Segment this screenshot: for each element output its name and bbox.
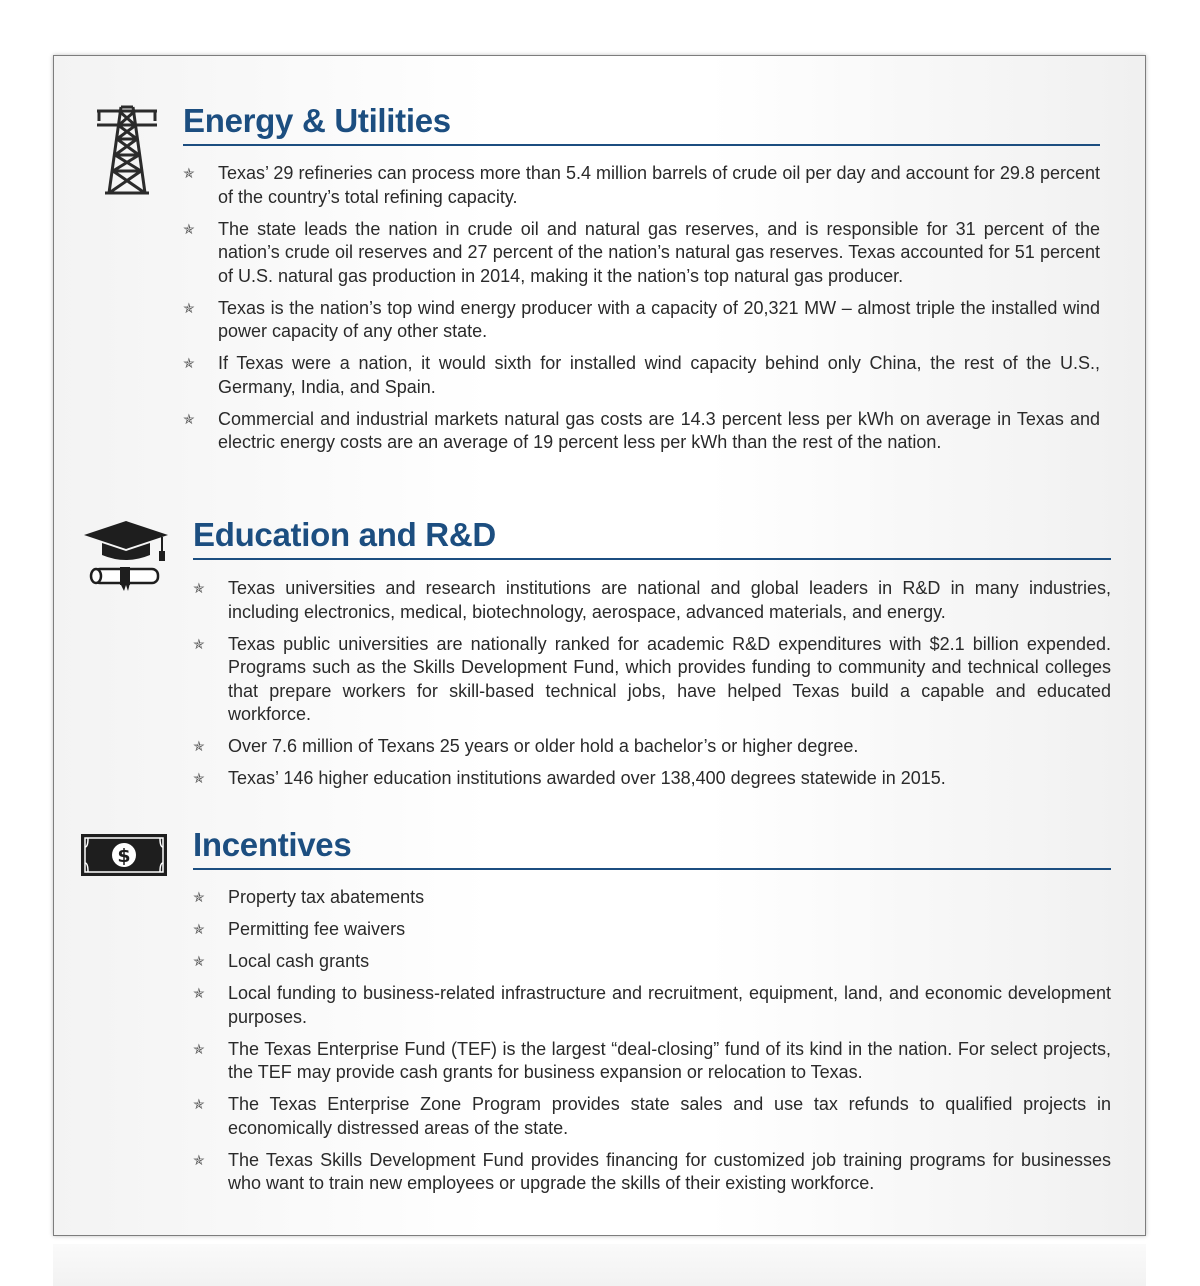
star-bullet-icon: ✯	[193, 953, 205, 969]
power-tower-icon	[95, 105, 159, 197]
list-item-text: The Texas Enterprise Zone Program provides state sales and use tax refunds to qualified projects in economically distressed areas of the state.	[228, 1094, 1111, 1138]
list-item-text: Local cash grants	[228, 951, 370, 971]
star-bullet-icon: ✯	[183, 355, 195, 371]
list-item	[193, 1149, 1111, 1196]
list-item-text: The Texas Skills Development Fund provides financing for customized job training programs for businesses who want to train new employees or upgrade the skills of their existing workforce.	[228, 1149, 1111, 1193]
list-item	[193, 767, 1111, 791]
list-item-text: Texas public universities are nationally ranked for academic R&D expenditures with $2.1 billion expended. Programs such as the Skills Development Fund, which provides funding to community and technical colleges that prepare workers for skill-based technical jobs, have helped Texas build a capable and educated workforce.	[228, 633, 1111, 724]
list-item-text: The state leads the nation in crude oil and natural gas reserves, and is responsible for 31 percent of the nation’s crude oil reserves and 27 percent of the nation’s natural gas reserves. Texas accounted for 51 percent of U.S. natural gas production in 2014, making it the nation’s top natural gas producer.	[218, 218, 1100, 286]
section-heading-incentives: Incentives	[193, 828, 1111, 870]
star-bullet-icon: ✯	[193, 985, 205, 1001]
list-item-text: Texas universities and research institutions are national and global leaders in R&D in many industries, including electronics, medical, biotechnology, aerospace, advanced materials, and energy.	[228, 578, 1111, 622]
list-item-text: Property tax abatements	[228, 887, 425, 907]
star-bullet-icon: ✯	[193, 635, 205, 652]
list-item	[183, 218, 1100, 289]
list-item	[193, 918, 1111, 942]
list-item-text: Texas’ 29 refineries can process more than 5.4 million barrels of crude oil per day and account for 29.8 percent of the country’s total refining capacity.	[218, 163, 1100, 207]
star-bullet-icon: ✯	[183, 299, 195, 316]
list-item	[183, 352, 1100, 399]
list-item	[183, 162, 1100, 209]
list-item	[193, 886, 1111, 910]
list-item	[193, 633, 1111, 727]
list-item	[193, 982, 1111, 1029]
list-item	[183, 408, 1100, 455]
list-item	[193, 950, 1111, 974]
section-heading-education: Education and R&D	[193, 518, 1111, 560]
graduation-cap-icon	[82, 519, 170, 591]
list-item	[193, 1038, 1111, 1085]
incentives-list	[193, 886, 1111, 1204]
star-bullet-icon: ✯	[193, 738, 205, 754]
footer-shade	[53, 1244, 1146, 1286]
list-item-text: Commercial and industrial markets natural gas costs are 14.3 percent less per kWh on average in Texas and electric energy costs are an average of 19 percent less per kWh than the rest of the nation.	[218, 408, 1100, 452]
list-item	[183, 297, 1100, 344]
dollar-bill-icon	[80, 833, 168, 877]
star-bullet-icon: ✯	[193, 921, 205, 937]
svg-text:$: $	[117, 845, 131, 867]
list-item-text: Texas’ 146 higher education institutions awarded over 138,400 degrees statewide in 2015.	[228, 768, 946, 788]
star-bullet-icon: ✯	[193, 1096, 205, 1112]
section-heading-energy: Energy & Utilities	[183, 104, 1100, 146]
energy-list	[183, 162, 1100, 463]
list-item	[193, 735, 1111, 759]
star-bullet-icon: ✯	[193, 1040, 205, 1057]
list-item-text: If Texas were a nation, it would sixth for installed wind capacity behind only China, the rest of the U.S., Germany, India, and Spain.	[218, 353, 1100, 397]
star-bullet-icon: ✯	[183, 165, 195, 181]
education-list	[193, 577, 1111, 799]
list-item-text: Local funding to business-related infrastructure and recruitment, equipment, land, and economic development purposes.	[228, 983, 1111, 1027]
list-item-text: The Texas Enterprise Fund (TEF) is the largest “deal-closing” fund of its kind in the nation. For select projects, the TEF may provide cash grants for business expansion or relocation to Texas.	[228, 1038, 1111, 1082]
list-item-text: Over 7.6 million of Texans 25 years or older hold a bachelor’s or higher degree.	[228, 736, 859, 756]
star-bullet-icon: ✯	[193, 1151, 205, 1168]
star-bullet-icon: ✯	[193, 889, 205, 905]
list-item	[193, 577, 1111, 624]
star-bullet-icon: ✯	[183, 220, 195, 237]
list-item-text: Texas is the nation’s top wind energy producer with a capacity of 20,321 MW – almost triple the installed wind power capacity of any other state.	[218, 297, 1100, 341]
star-bullet-icon: ✯	[193, 770, 205, 786]
star-bullet-icon: ✯	[193, 580, 205, 596]
star-bullet-icon: ✯	[183, 410, 195, 427]
list-item-text: Permitting fee waivers	[228, 919, 406, 939]
list-item	[193, 1093, 1111, 1140]
